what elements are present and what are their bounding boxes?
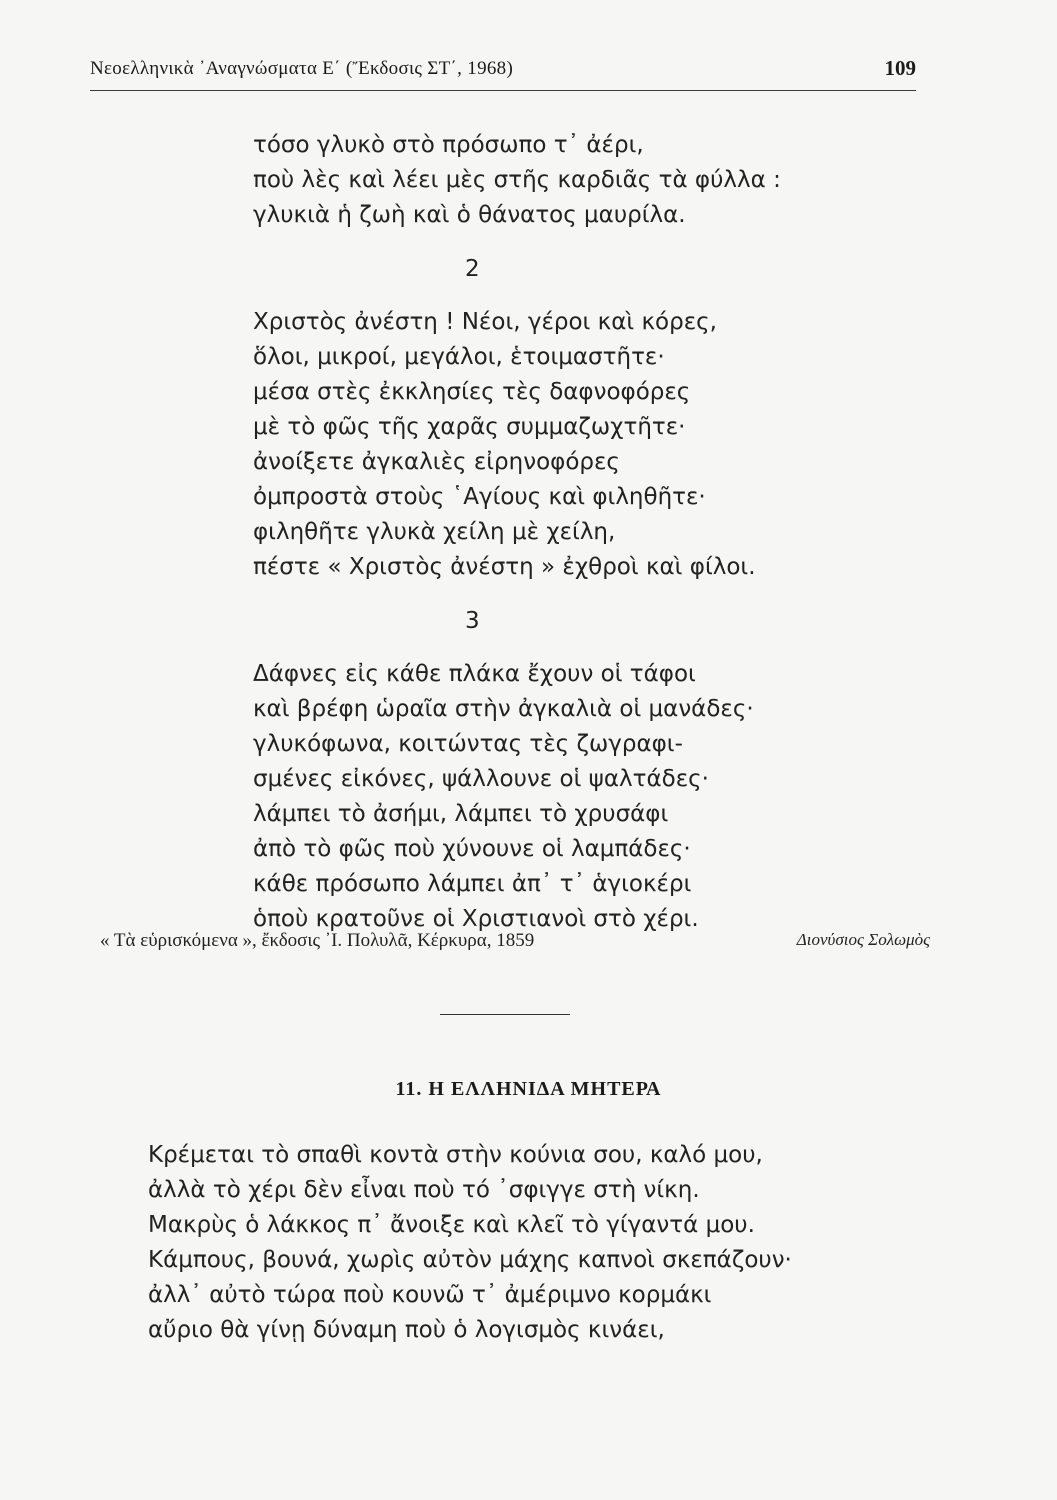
section-title: 11. Η ΕΛΛΗΝΙΔΑ ΜΗΤΕΡΑ [395, 1078, 662, 1100]
stanza-3 [253, 657, 893, 937]
poem-line: ὁποὺ κρατοῦνε οἱ Χριστιανοὶ στὸ χέρι. [253, 906, 699, 932]
poem-line: ἀνοίξετε ἀγκαλιὲς εἰρηνοφόρες [253, 449, 620, 475]
poem-line: τόσο γλυκὸ στὸ πρόσωπο τ᾿ ἀέρι, [253, 132, 644, 158]
poem-line: Μακρὺς ὁ λάκκος π᾿ ἄνοιξε καὶ κλεῖ τὸ γίγαντά μου. [148, 1212, 755, 1238]
poem-line: λάμπει τὸ ἀσήμι, λάμπει τὸ χρυσάφι [253, 801, 669, 827]
poem-line: ἀλλ᾿ αὐτὸ τώρα ποὺ κουνῶ τ᾿ ἀμέριμνο κορμάκι [148, 1282, 712, 1308]
poem-line: γλυκιὰ ἡ ζωὴ καὶ ὁ θάνατος μαυρίλα. [253, 202, 686, 228]
page-number: 109 [884, 56, 916, 80]
citation [100, 928, 930, 958]
poem-line: πέστε « Χριστὸς ἀνέστη » ἐχθροὶ καὶ φίλοι. [253, 554, 756, 580]
stanza-2 [253, 305, 893, 585]
poem-line: Κάμπους, βουνά, χωρὶς αὐτὸν μάχης καπνοὶ σκεπάζουν· [148, 1247, 792, 1273]
poem-line: ὀμπροστὰ στοὺς ῾Αγίους καὶ φιληθῆτε· [253, 484, 706, 510]
poem-line: μέσα στὲς ἐκκλησίες τὲς δαφνοφόρες [253, 379, 691, 405]
poem-line: αὔριο θὰ γίνῃ δύναμη ποὺ ὁ λογισμὸς κινάει, [148, 1317, 665, 1343]
poem-line: ἀπὸ τὸ φῶς ποὺ χύνουνε οἱ λαμπάδες· [253, 836, 691, 862]
stanza-number-3: 3 [465, 608, 480, 634]
book-title: Νεοελληνικὰ ᾿Αναγνώσματα Ε΄ (Ἔκδοσις ΣΤ΄, 1968) [90, 58, 514, 79]
stanza-1 [253, 128, 893, 233]
citation-author: Διονύσιος Σολωμὸς [796, 930, 930, 949]
poem-line: σμένες εἰκόνες, ψάλλουνε οἱ ψαλτάδες· [253, 766, 709, 792]
poem-line: ἀλλὰ τὸ χέρι δὲν εἶναι ποὺ τό ᾿σφιγγε στὴ νίκη. [148, 1177, 700, 1203]
poem-solomos [253, 128, 893, 937]
running-header [90, 56, 916, 91]
poem-line: Χριστὸς ἀνέστη ! Νέοι, γέροι καὶ κόρες, [253, 309, 717, 335]
poem-line: γλυκόφωνα, κοιτώντας τὲς ζωγραφι- [253, 731, 683, 757]
poem-line: καὶ βρέφη ὡραῖα στὴν ἀγκαλιὰ οἱ μανάδες· [253, 696, 754, 722]
poem-line: μὲ τὸ φῶς τῆς χαρᾶς συμμαζωχτῆτε· [253, 414, 686, 440]
poem-line: ὅλοι, μικροί, μεγάλοι, ἑτοιμαστῆτε· [253, 344, 665, 370]
section-divider [440, 1014, 570, 1015]
poem-line: κάθε πρόσωπο λάμπει ἀπ᾿ τ᾿ ἁγιοκέρι [253, 871, 692, 897]
poem-greek-mother [148, 1138, 908, 1348]
poem-line: Δάφνες εἰς κάθε πλάκα ἔχουν οἱ τάφοι [253, 661, 696, 687]
citation-source: « Τὰ εὑρισκόμενα », ἔκδοσις ᾿Ι. Πολυλᾶ, Κέρκυρα, 1859 [100, 930, 535, 951]
stanza-number-2: 2 [465, 256, 480, 282]
poem-line: ποὺ λὲς καὶ λέει μὲς στῆς καρδιᾶς τὰ φύλλα : [253, 167, 781, 193]
poem-line: Κρέμεται τὸ σπαθὶ κοντὰ στὴν κούνια σου, καλό μου, [148, 1142, 763, 1168]
poem-line: φιληθῆτε γλυκὰ χείλη μὲ χείλη, [253, 519, 616, 545]
